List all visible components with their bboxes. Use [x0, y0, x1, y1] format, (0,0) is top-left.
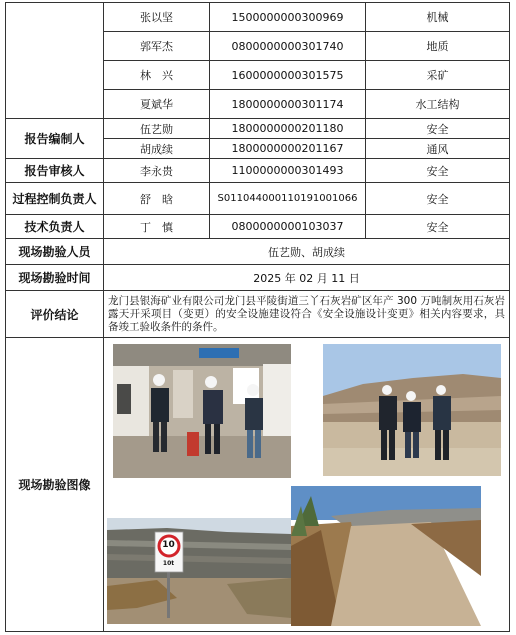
compiler-cert-number: 1800000000201180: [210, 119, 366, 139]
staff-cert-number: 0800000000301740: [210, 32, 366, 61]
staff-name: 张以坚: [104, 3, 210, 32]
staff-field: 采矿: [366, 61, 510, 90]
compiler-name: 伍艺勋: [104, 119, 210, 139]
table-row: [6, 119, 510, 139]
process-control-label: 过程控制负责人: [6, 183, 104, 215]
compiler-cert-number: 1800000000201167: [210, 139, 366, 159]
staff-field: 水工结构: [366, 90, 510, 119]
tech-lead-label: 技术负责人: [6, 215, 104, 239]
survey-time-label: 现场勘验时间: [6, 265, 104, 291]
survey-time-value: 2025 年 02 月 11 日: [104, 265, 510, 291]
tech-lead-name: 丁 慎: [104, 215, 210, 239]
staff-table: [5, 2, 510, 632]
speed-sign-subtext: 10t: [162, 559, 175, 567]
process-control-cert-number: S011044000110191001066: [210, 183, 366, 215]
images-cell: [104, 338, 510, 632]
compiler-field: 通风: [366, 139, 510, 159]
compiler-name: 胡成续: [104, 139, 210, 159]
staff-name: 林 兴: [104, 61, 210, 90]
site-photo-quarry-group: [323, 344, 501, 476]
table-row: [6, 291, 510, 338]
reviewer-cert-number: 1100000000301493: [210, 159, 366, 183]
tech-lead-field: 安全: [366, 215, 510, 239]
staff-field: 机械: [366, 3, 510, 32]
conclusion-label: 评价结论: [6, 291, 104, 338]
speed-sign-text: 10: [162, 539, 175, 550]
site-photo-building: [113, 344, 291, 478]
process-control-name: 舒 晗: [104, 183, 210, 215]
table-row: [6, 338, 510, 632]
staff-group-label-cell: [6, 3, 104, 119]
table-row: [6, 3, 510, 32]
table-row: [6, 265, 510, 291]
conclusion-text: 龙门县银海矿业有限公司龙门县平陵街道三丫石灰岩矿区年产 300 万吨制灰用石灰岩露天开采项目（变更）的安全设施建设符合《安全设施设计变更》相关内容要求，具备竣工验收条件的条件。: [104, 291, 510, 338]
table-row: [6, 239, 510, 265]
staff-name: 夏斌华: [104, 90, 210, 119]
tech-lead-cert-number: 0800000000103037: [210, 215, 366, 239]
site-photo-road: [291, 486, 481, 626]
compiler-field: 安全: [366, 119, 510, 139]
staff-name: 郭军杰: [104, 32, 210, 61]
reviewer-label: 报告审核人: [6, 159, 104, 183]
site-photo-speed-sign: [107, 518, 291, 624]
reviewer-name: 李永贵: [104, 159, 210, 183]
staff-cert-number: 1500000000300969: [210, 3, 366, 32]
survey-staff-label: 现场勘验人员: [6, 239, 104, 265]
survey-form: [5, 2, 509, 632]
compilers-label: 报告编制人: [6, 119, 104, 159]
staff-cert-number: 1600000000301575: [210, 61, 366, 90]
photo-gallery: [107, 340, 507, 630]
table-row: [6, 215, 510, 239]
process-control-field: 安全: [366, 183, 510, 215]
images-label: 现场勘验图像: [6, 338, 104, 632]
table-row: [6, 183, 510, 215]
survey-staff-value: 伍艺勋、胡成续: [104, 239, 510, 265]
staff-field: 地质: [366, 32, 510, 61]
reviewer-field: 安全: [366, 159, 510, 183]
staff-cert-number: 1800000000301174: [210, 90, 366, 119]
table-row: [6, 159, 510, 183]
